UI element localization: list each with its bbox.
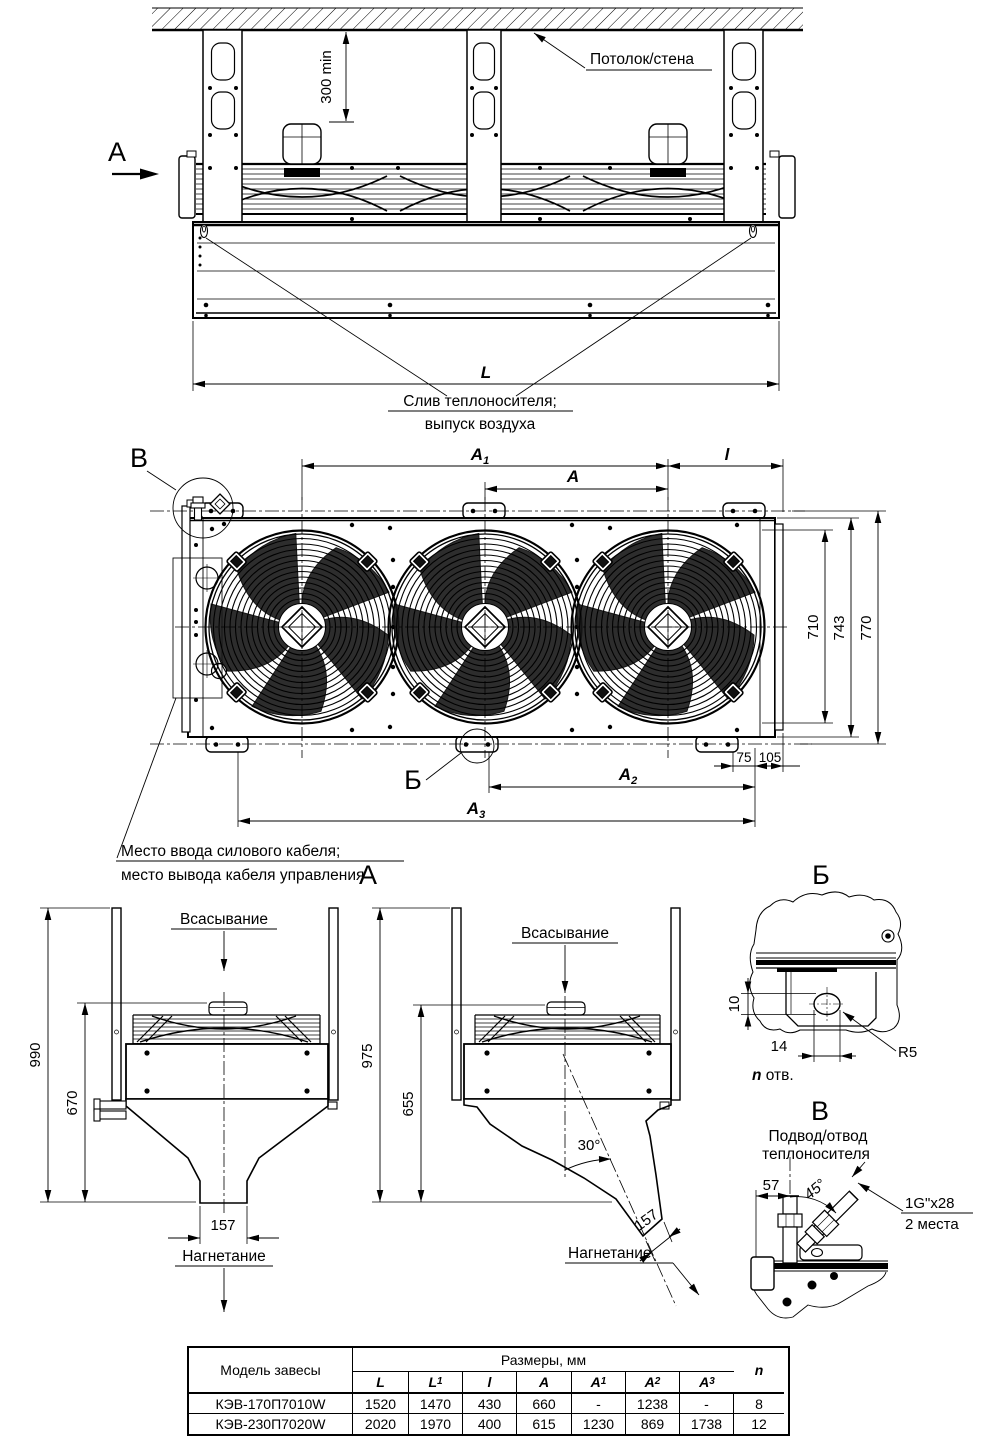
detail-b-ref-label: Б	[404, 765, 422, 795]
plan-view	[116, 459, 886, 861]
dim-157: 157	[210, 1217, 236, 1234]
view-arrow-label: А	[107, 137, 127, 167]
ceiling-label: Потолок/стена	[590, 51, 695, 68]
col-header-A: A	[517, 1372, 572, 1394]
dim-A3: $A_3$	[466, 799, 486, 821]
dim-975: 975	[359, 1043, 376, 1069]
table-cell: -	[572, 1394, 626, 1414]
col-header-l: l	[463, 1372, 517, 1394]
col-header-L1: L 1	[409, 1372, 463, 1394]
discharge-label: Нагнетание	[182, 1248, 266, 1265]
cable-label-1: Место ввода силового кабеля;	[121, 843, 341, 860]
table-cell: 1230	[572, 1414, 626, 1434]
section-a-title: А	[358, 860, 378, 890]
clearance-dim: 300 min	[318, 50, 335, 104]
table-row-model: КЭВ-170П7010W	[189, 1394, 353, 1414]
supply-label-2: теплоносителя	[762, 1146, 870, 1163]
dim-A: A	[566, 467, 580, 486]
ceiling-hatch	[152, 9, 803, 30]
dim-57: 57	[762, 1177, 780, 1194]
table-cell: 1520	[353, 1394, 409, 1414]
radius-label: R5	[898, 1044, 918, 1061]
table-cell: 400	[463, 1414, 517, 1434]
supply-label-1: Подвод/отвод	[768, 1128, 868, 1145]
detail-v	[751, 1157, 973, 1318]
dim-75: 75	[736, 750, 752, 765]
model-header-cell: Модель завесы	[189, 1348, 353, 1394]
dim-743: 743	[831, 615, 848, 641]
dim-770: 770	[858, 615, 875, 641]
table-cell: -	[680, 1394, 734, 1414]
places-label: 2 места	[905, 1216, 959, 1233]
col-header-L: L	[353, 1372, 409, 1394]
view-direction-arrow	[140, 169, 159, 180]
dim-157-angled: 157	[631, 1206, 662, 1235]
dimension-table	[187, 1346, 790, 1436]
detail-v-title: В	[810, 1096, 830, 1126]
thread-label: 1G"x28	[905, 1195, 955, 1212]
discharge-label: Нагнетание	[568, 1245, 652, 1262]
col-header-A1: A 1	[572, 1372, 626, 1394]
table-cell: 1238	[626, 1394, 680, 1414]
dim-710: 710	[805, 614, 822, 640]
suction-label: Всасывание	[520, 925, 610, 942]
col-header-A2: A 2	[626, 1372, 680, 1394]
dim-l: l	[724, 445, 730, 464]
dim-10: 10	[726, 995, 743, 1013]
dim-14: 14	[770, 1038, 788, 1055]
table-cell: 2020	[353, 1414, 409, 1434]
drain-label-1: Слив теплоносителя;	[403, 393, 557, 410]
dim-A1: $A_1$	[470, 445, 490, 467]
table-cell: 615	[517, 1414, 572, 1434]
discharge-funnel	[126, 1099, 328, 1203]
dim-990: 990	[27, 1042, 44, 1068]
table-cell-n: 12	[751, 1416, 767, 1432]
cable-label-2: место вывода кабеля управления	[121, 867, 365, 884]
dim-105: 105	[758, 750, 782, 765]
table-cell: 1470	[409, 1394, 463, 1414]
table-row-model: КЭВ-230П7020W	[189, 1414, 353, 1434]
drain-label-2: выпуск воздуха	[424, 416, 536, 433]
n-header-cell: n	[734, 1348, 784, 1394]
sizes-header-cell: Размеры, мм	[353, 1348, 734, 1372]
dim-670: 670	[64, 1090, 81, 1116]
detail-b-title: Б	[812, 860, 830, 890]
holes-count-label: n отв.	[752, 1067, 794, 1084]
table-cell-n: 8	[734, 1394, 784, 1414]
detail-v-ref-label: В	[129, 443, 149, 473]
col-header-A3: A 3	[680, 1372, 734, 1394]
dim-L: L	[480, 363, 492, 382]
front-view	[112, 8, 803, 411]
table-cell: 430	[463, 1394, 517, 1414]
dim-A2: $A_2$	[618, 765, 638, 787]
table-cell: 1738	[680, 1414, 734, 1434]
dim-655: 655	[400, 1091, 417, 1117]
table-cell: 869	[626, 1414, 680, 1434]
table-cell: 1970	[409, 1414, 463, 1434]
dim-45deg: 45°	[800, 1175, 830, 1204]
detail-b	[741, 892, 902, 1062]
dim-30deg: 30°	[577, 1137, 601, 1154]
suction-label: Всасывание	[179, 911, 269, 928]
table-cell: 660	[517, 1394, 572, 1414]
